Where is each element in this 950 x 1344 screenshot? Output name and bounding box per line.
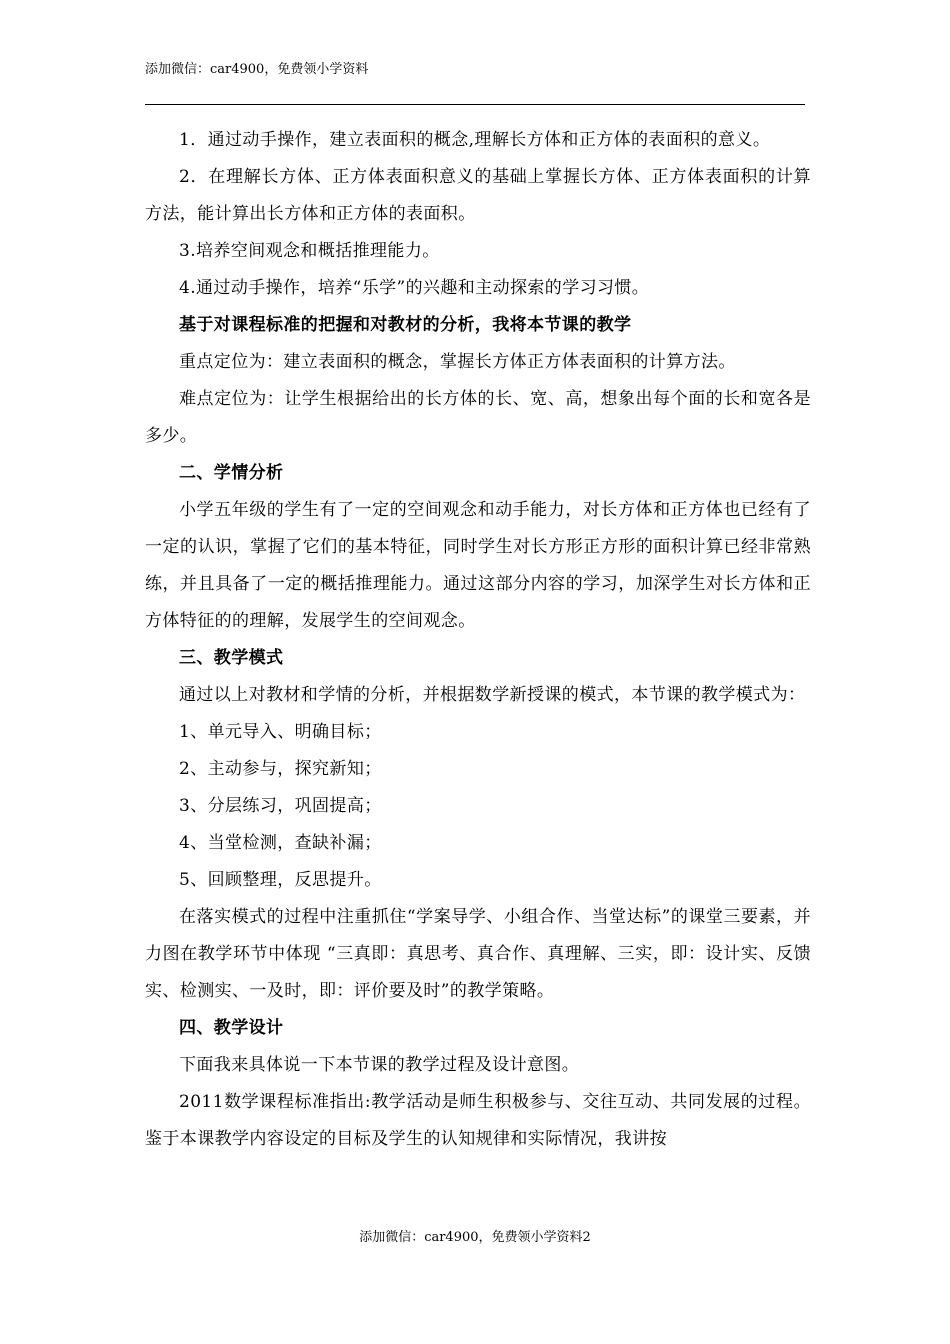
student-analysis: 小学五年级的学生有了一定的空间观念和动手能力，对长方体和正方体也已经有了一定的认识，掌握了它们的基本特征，同时学生对长方形正方形的面积计算已经非常熟练，并且具备了一定的概括推理能力。通过这部分内容的学习，加深学生对长方体和正方体特征的的理解，发展学生的空间观念。	[145, 500, 811, 631]
key-points-intro: 基于对课程标准的把握和对教材的分析，我将本节课的教学	[179, 315, 632, 335]
teaching-mode-intro: 通过以上对教材和学情的分析，并根据数学新授课的模式，本节课的教学模式为：	[179, 685, 806, 705]
objective-4: 4.通过动手操作，培养“乐学”的兴趣和主动探索的学习习惯。	[179, 278, 650, 298]
mode-step-3: 3、分层练习，巩固提高；	[179, 796, 382, 816]
section-heading-4: 四、教学设计	[179, 1018, 284, 1038]
mode-step-4: 4、当堂检测，查缺补漏；	[179, 833, 382, 853]
design-intro: 下面我来具体说一下本节课的教学过程及设计意图。	[179, 1055, 580, 1075]
difficult-point: 难点定位为：让学生根据给出的长方体的长、宽、高，想象出每个面的长和宽各是多少。	[145, 389, 811, 446]
teaching-strategy: 在落实模式的过程中注重抓住“学案导学、小组合作、当堂达标”的课堂三要素，并力图在教学环节中体现 “三真即：真思考、真合作、真理解、三实，即：设计实、反馈实、检测实、一及时，即：评价要及时”的教学策略。	[145, 907, 811, 1001]
mode-step-5: 5、回顾整理，反思提升。	[179, 870, 382, 890]
curriculum-standard: 2011数学课程标准指出:教学活动是师生积极参与、交往互动、共同发展的过程。鉴于本课教学内容设定的目标及学生的认知规律和实际情况，我讲按	[145, 1092, 811, 1149]
key-point: 重点定位为：建立表面积的概念，掌握长方体正方体表面积的计算方法。	[179, 352, 736, 372]
section-heading-3: 三、教学模式	[179, 648, 284, 668]
page-footer: 添加微信：car4900，免费领小学资料2	[359, 1230, 591, 1245]
objective-1: 1．通过动手操作，建立表面积的概念,理解长方体和正方体的表面积的意义。	[179, 130, 771, 150]
objective-2: 2．在理解长方体、正方体表面积意义的基础上掌握长方体、正方体表面积的计算方法，能计算出长方体和正方体的表面积。	[145, 167, 811, 224]
header-divider	[145, 104, 805, 105]
mode-step-2: 2、主动参与，探究新知；	[179, 759, 382, 779]
mode-step-1: 1、单元导入、明确目标；	[179, 722, 382, 742]
section-heading-2: 二、学情分析	[179, 463, 284, 483]
document-body	[145, 122, 811, 1158]
page-header: 添加微信：car4900，免费领小学资料	[145, 62, 369, 77]
objective-3: 3.培养空间观念和概括推理能力。	[179, 241, 440, 261]
